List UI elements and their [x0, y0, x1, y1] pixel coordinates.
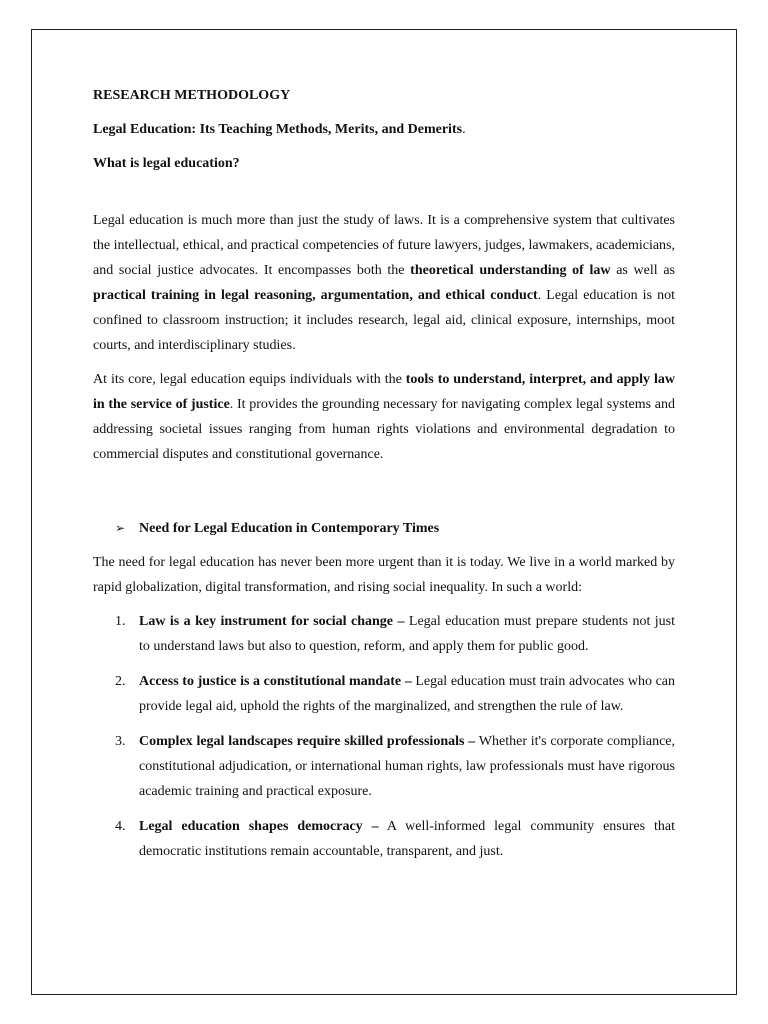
list-item-bold: Access to justice is a constitutional mandate – — [139, 674, 412, 689]
list-item-body: Whether it's corporate compliance, constitutional adjudication, or international human rights, law professionals must have rigorous academic training and practical exposure. — [139, 734, 675, 799]
list-item — [93, 814, 675, 864]
list-item-bold: Law is a key instrument for social change – — [139, 614, 405, 629]
section-question: What is legal education? — [93, 156, 240, 171]
paragraph-definition — [93, 208, 675, 358]
list-item — [93, 669, 675, 719]
list-item-number: 3. — [115, 734, 126, 749]
list-item-bold: Complex legal landscapes require skilled professionals – — [139, 734, 476, 749]
list-item-text — [139, 814, 675, 864]
document-title: RESEARCH METHODOLOGY — [93, 88, 291, 103]
para2-text-2: . It provides the grounding necessary for navigating complex legal systems and addressing societal issues ranging from human rights violations and environmental degradation to commercial disputes and constitutional governance. — [93, 397, 675, 462]
numbered-list — [93, 609, 675, 864]
paragraph-core — [93, 367, 675, 467]
list-item — [93, 729, 675, 804]
arrow-bullet-icon: ➢ — [115, 521, 126, 535]
para2-bold-1: tools to understand, interpret, and apply law in the service of justice — [93, 372, 675, 412]
para2-text-1: At its core, legal education equips individuals with the — [93, 372, 406, 387]
list-item-body: A well-informed legal community ensures that democratic institutions remain accountable, transparent, and just. — [139, 819, 676, 859]
list-item-text — [139, 669, 675, 719]
list-item — [93, 609, 675, 659]
paragraph-need: The need for legal education has never been more urgent than it is today. We live in a world marked by rapid globalization, digital transformation, and rising social inequality. In such a world: — [93, 555, 675, 595]
list-item-body: Legal education must train advocates who can provide legal aid, uphold the rights of the marginalized, and strengthen the rule of law. — [139, 674, 675, 714]
list-item-text — [139, 609, 675, 659]
list-item-number: 4. — [115, 819, 126, 834]
para1-bold-1: theoretical understanding of law — [410, 263, 611, 278]
para1-text-3: . Legal education is not confined to classroom instruction; it includes research, legal aid, clinical exposure, internships, moot courts, and interdisciplinary studies. — [93, 288, 675, 353]
subtitle-text: Legal Education: Its Teaching Methods, Merits, and Demerits — [93, 122, 463, 137]
para1-text-2: as well as — [610, 263, 675, 278]
para1-text-1: Legal education is much more than just the study of laws. It is a comprehensive system that cultivates the intellectual, ethical, and practical competencies of future lawyers, judges, lawmakers, academicians, and social justice advocates. It encompasses both the — [93, 213, 675, 278]
section-heading-text: Need for Legal Education in Contemporary Times — [139, 521, 440, 536]
section-heading-need — [93, 516, 675, 541]
subtitle-period: . — [462, 122, 466, 137]
list-item-body: Legal education must prepare students not just to understand laws but also to question, reform, and apply them for public good. — [139, 614, 675, 654]
list-item-number: 2. — [115, 674, 126, 689]
document-subtitle — [93, 118, 675, 142]
document-body — [93, 84, 675, 874]
list-item-bold: Legal education shapes democracy – — [139, 819, 379, 834]
list-item-text — [139, 729, 675, 804]
list-item-number: 1. — [115, 614, 126, 629]
para1-bold-2: practical training in legal reasoning, argumentation, and ethical conduct — [93, 288, 538, 303]
